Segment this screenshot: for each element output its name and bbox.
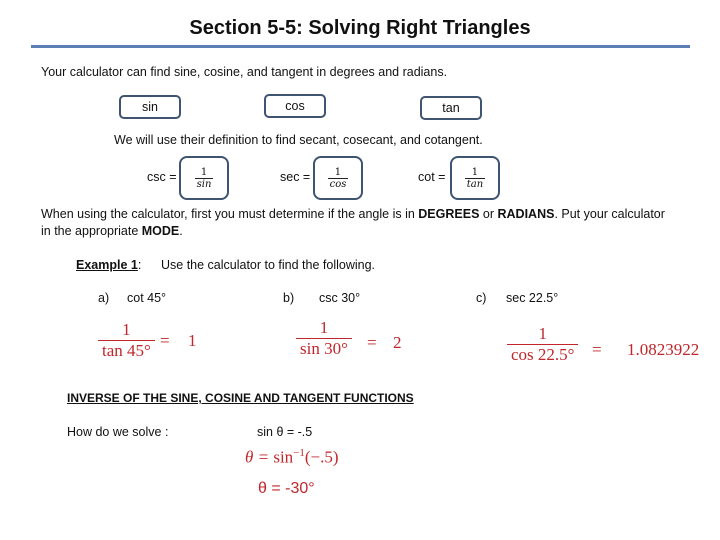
- example-heading: Example 1:: [76, 258, 142, 272]
- mode-keyword: MODE: [141, 224, 180, 238]
- cos-label: cos: [285, 99, 305, 113]
- definitions-text: We will use their definition to find secant, cosecant, and cotangent.: [114, 133, 483, 147]
- calculator-note-line2: in the appropriate MODE.: [41, 224, 183, 238]
- radians-keyword: RADIANS: [497, 207, 555, 221]
- answer-c-equals: =: [592, 340, 602, 359]
- csc-fraction: $\frac{1}{\sin}$: [196, 166, 212, 190]
- problem-b-letter: b): [283, 291, 295, 305]
- answer-c-fraction: $\frac{1}{\cos 22.5^\circ}$: [507, 324, 578, 365]
- cot-label: cot =: [418, 170, 446, 184]
- inverse-equation: sin θ = -.5: [257, 425, 313, 439]
- problem-c-expr: sec 22.5°: [506, 291, 559, 305]
- answer-b-equals: =: [367, 333, 377, 352]
- problem-b-expr: csc 30°: [319, 291, 361, 305]
- sec-label: sec =: [280, 170, 311, 184]
- calculator-note-line1: When using the calculator, first you must determine if the angle is in DEGREES or RADIANS. Put your calculator: [41, 207, 665, 221]
- sin-box: [119, 95, 181, 119]
- sin-label: sin: [142, 100, 158, 114]
- example-instruction: Use the calculator to find the following.: [161, 258, 376, 272]
- sec-fraction: $\frac{1}{\cos}$: [329, 166, 347, 190]
- csc-definition-box: [179, 156, 229, 200]
- answer-b-value: 2: [393, 333, 402, 352]
- answer-b: [296, 318, 352, 359]
- answer-b-fraction: $\frac{1}{\sin 30^\circ}$: [296, 318, 352, 359]
- inverse-question: How do we solve :: [67, 425, 169, 439]
- inverse-step1: $\theta = \sin^{-1}(-.5)$: [245, 447, 339, 467]
- page-title: Section 5-5: Solving Right Triangles: [189, 17, 531, 39]
- answer-c-value: 1.0823922: [627, 340, 700, 359]
- degrees-keyword: DEGREES: [418, 207, 480, 221]
- sec-definition-box: [313, 156, 363, 200]
- answer-a-fraction: $\frac{1}{\tan 45^\circ}$: [98, 320, 155, 361]
- tan-box: [420, 96, 482, 120]
- example-label: Example 1: [76, 258, 138, 272]
- inverse-step2: θ = -30°: [258, 480, 315, 497]
- title-divider: [31, 45, 690, 48]
- answer-a-value: 1: [188, 331, 197, 350]
- csc-label: csc =: [147, 170, 177, 184]
- cot-fraction: $\frac{1}{\tan}$: [466, 166, 484, 190]
- problem-c-letter: c): [476, 291, 487, 305]
- problem-a-letter: a): [98, 291, 110, 305]
- cos-box: [264, 94, 326, 118]
- problem-a-expr: cot 45°: [127, 291, 167, 305]
- cot-definition-box: [450, 156, 500, 200]
- answer-a: [98, 320, 155, 361]
- tan-label: tan: [442, 101, 460, 115]
- answer-a-equals: =: [160, 331, 170, 350]
- intro-text: Your calculator can find sine, cosine, and tangent in degrees and radians.: [41, 65, 448, 79]
- answer-c: [507, 324, 578, 365]
- inverse-heading: INVERSE OF THE SINE, COSINE AND TANGENT FUNCTIONS: [67, 391, 414, 405]
